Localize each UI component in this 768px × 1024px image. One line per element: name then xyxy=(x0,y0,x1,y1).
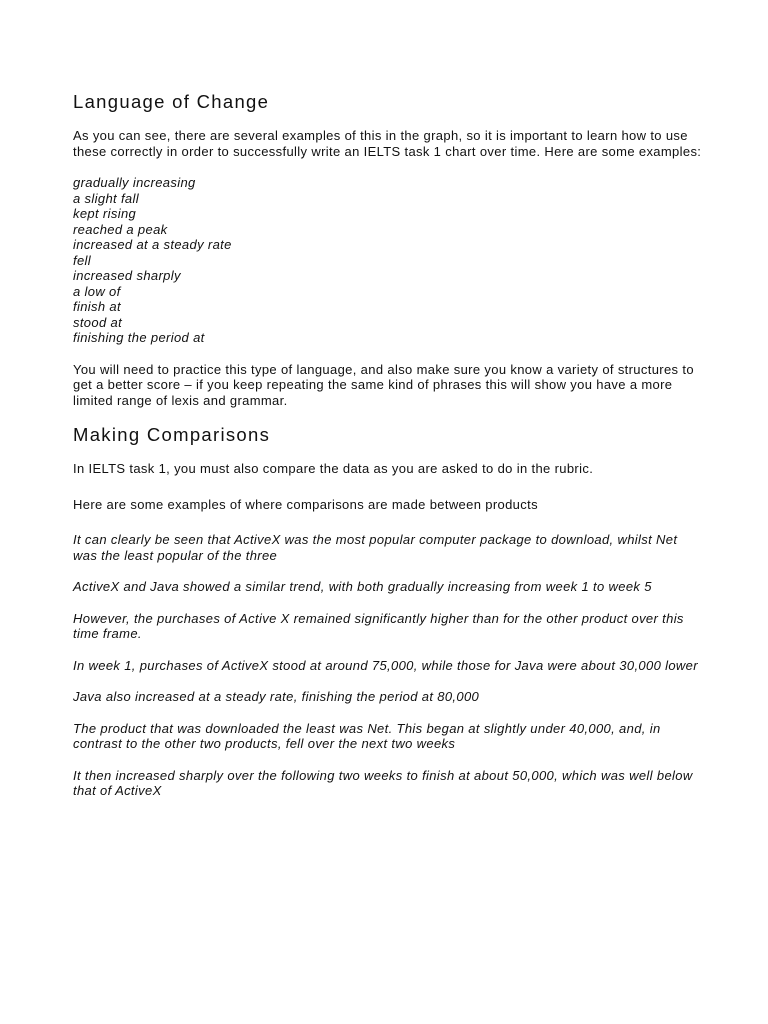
comparison-example: It can clearly be seen that ActiveX was the most popular computer package to download, whilst Net was the least popular of the three xyxy=(73,532,678,563)
list-item: gradually increasing xyxy=(73,175,196,190)
section-title-making-comparisons: Making Comparisons xyxy=(73,424,271,445)
language-examples-list xyxy=(73,175,703,346)
comparison-example: ActiveX and Java showed a similar trend, with both gradually increasing from week 1 to week 5 xyxy=(73,579,652,594)
comparison-examples-lead: Here are some examples of where comparisons are made between products xyxy=(73,496,538,512)
list-item: increased sharply xyxy=(73,268,181,283)
list-item: fell xyxy=(73,252,92,268)
section-title-language-of-change: Language of Change xyxy=(73,91,270,112)
list-item: kept rising xyxy=(73,206,137,221)
document-page xyxy=(73,90,703,799)
comparison-example: It then increased sharply over the following two weeks to finish at about 50,000, which was well below that of ActiveX xyxy=(73,767,693,798)
list-item: a low of xyxy=(73,283,121,299)
list-item: a slight fall xyxy=(73,190,139,206)
list-item: increased at a steady rate xyxy=(73,237,232,252)
outro-paragraph: You will need to practice this type of language, and also make sure you know a variety of structures to get a better score – if you keep repeating the same kind of phrases this will show you have a more limited range of lexis and grammar. xyxy=(73,361,694,408)
comparison-example: In week 1, purchases of ActiveX stood at around 75,000, while those for Java were about 30,000 lower xyxy=(73,657,698,673)
list-item: reached a peak xyxy=(73,221,168,237)
list-item: finish at xyxy=(73,299,121,314)
comparison-example: However, the purchases of Active X remained significantly higher than for the other product over this time frame. xyxy=(73,610,684,641)
list-item: finishing the period at xyxy=(73,330,205,345)
list-item: stood at xyxy=(73,314,123,330)
comparison-example: Java also increased at a steady rate, finishing the period at 80,000 xyxy=(73,689,480,704)
comparison-example: The product that was downloaded the least was Net. This began at slightly under 40,000, and, in contrast to the other two products, fell over the next two weeks xyxy=(73,720,661,751)
comparison-intro-paragraph: In IELTS task 1, you must also compare the data as you are asked to do in the rubric. xyxy=(73,461,594,476)
intro-paragraph: As you can see, there are several examples of this in the graph, so it is important to learn how to use these correctly in order to successfully write an IELTS task 1 chart over time. Here are some examples: xyxy=(73,128,702,159)
